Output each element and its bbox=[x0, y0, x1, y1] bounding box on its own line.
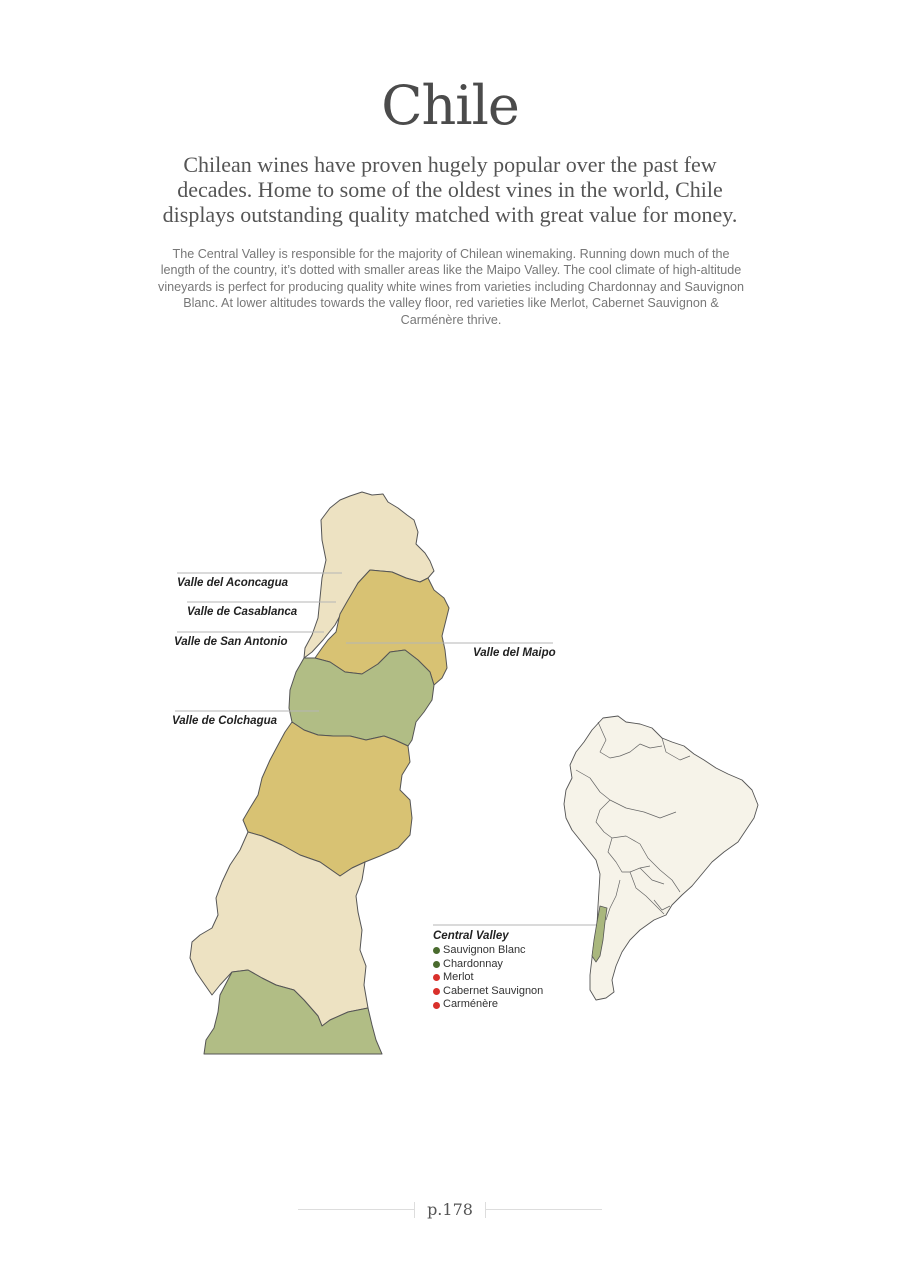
legend-title: Central Valley bbox=[433, 930, 509, 942]
legend-label: Chardonnay bbox=[443, 957, 503, 970]
intro-body: The Central Valley is responsible for the majority of Chilean winemaking. Running down much of the length of the country, it’s dotted with smaller areas like the Maipo Valley. The cool climate of high-altitude vineyards is perfect for producing quality white wines from varieties including Chardonnay and Sauvignon Blanc. At lower altitudes towards the valley floor, red varieties like Merlot, Cabernet Sauvignon & Carménère thrive. bbox=[158, 247, 744, 327]
central-valley-legend bbox=[433, 930, 543, 1012]
footer-rule-right bbox=[486, 1209, 602, 1210]
legend-item bbox=[433, 971, 543, 985]
legend-label: Merlot bbox=[443, 971, 474, 984]
south-america-inset bbox=[564, 716, 758, 1000]
page-title: Chile bbox=[381, 74, 519, 137]
footer-tick-left bbox=[414, 1202, 415, 1218]
legend-item bbox=[433, 944, 543, 958]
label-valle-del-maipo: Valle del Maipo bbox=[473, 647, 556, 659]
legend-item bbox=[433, 985, 543, 999]
label-valle-del-aconcagua: Valle del Aconcagua bbox=[177, 577, 288, 589]
label-valle-de-san-antonio: Valle de San Antonio bbox=[174, 636, 288, 648]
footer-rule-left bbox=[298, 1209, 414, 1210]
intro-lead: Chilean wines have proven hugely popular over the past few decades. Home to some of the oldest vines in the world, Chile displays outstanding quality matched with great value for money. bbox=[162, 152, 738, 227]
legend-label: Carménère bbox=[443, 998, 499, 1011]
legend-label: Sauvignon Blanc bbox=[443, 944, 526, 956]
legend-dot-icon bbox=[433, 1002, 440, 1009]
legend-dot-icon bbox=[433, 961, 440, 968]
legend-dot-icon bbox=[433, 947, 440, 954]
label-valle-de-colchagua: Valle de Colchagua bbox=[172, 715, 278, 727]
legend-item bbox=[433, 958, 543, 972]
legend-dot-icon bbox=[433, 988, 440, 995]
legend-label: Cabernet Sauvignon bbox=[443, 984, 544, 997]
legend-item bbox=[433, 998, 543, 1012]
page-number: p.178 bbox=[427, 1200, 473, 1219]
legend-dot-icon bbox=[433, 974, 440, 981]
page-footer bbox=[0, 1200, 900, 1219]
label-valle-de-casablanca: Valle de Casablanca bbox=[187, 606, 298, 618]
